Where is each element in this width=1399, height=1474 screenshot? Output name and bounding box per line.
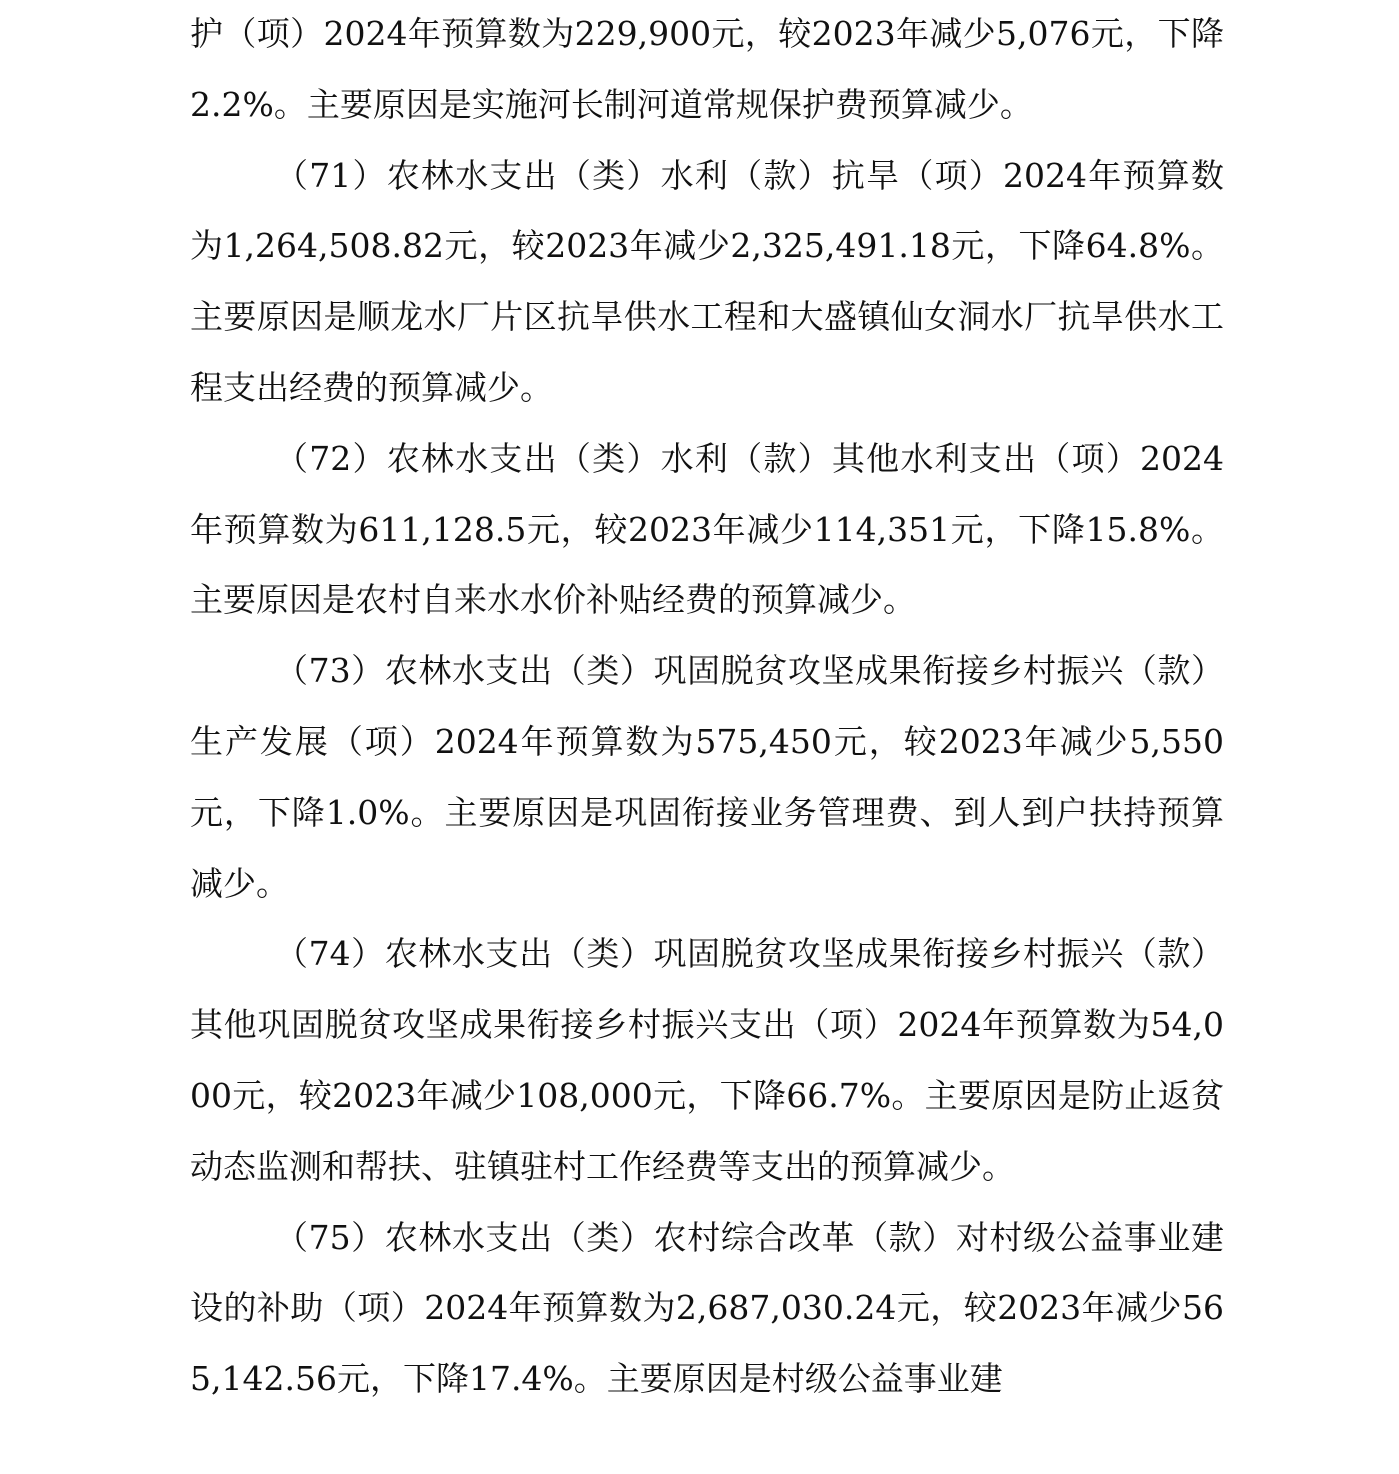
paragraph-70-continued: 护（项）2024年预算数为229,900元，较2023年减少5,076元，下降2.2%。主要原因是实施河长制河道常规保护费预算减少。 <box>190 14 1224 124</box>
document-page <box>190 0 1224 1415</box>
paragraph-73: （73）农林水支出（类）巩固脱贫攻坚成果衔接乡村振兴（款）生产发展（项）2024年预算数为575,450元，较2023年减少5,550元，下降1.0%。主要原因是巩固衔接业务管理费、到人到户扶持预算减少。 <box>190 651 1224 903</box>
paragraph-71: （71）农林水支出（类）水利（款）抗旱（项）2024年预算数为1,264,508.82元，较2023年减少2,325,491.18元，下降64.8%。主要原因是顺龙水厂片区抗旱供水工程和大盛镇仙女洞水厂抗旱供水工程支出经费的预算减少。 <box>190 155 1224 407</box>
paragraph-75: （75）农林水支出（类）农村综合改革（款）对村级公益事业建设的补助（项）2024年预算数为2,687,030.24元，较2023年减少565,142.56元，下降17.4%。主要原因是村级公益事业建 <box>190 1217 1224 1399</box>
paragraph-74: （74）农林水支出（类）巩固脱贫攻坚成果衔接乡村振兴（款）其他巩固脱贫攻坚成果衔接乡村振兴支出（项）2024年预算数为54,000元，较2023年减少108,000元，下降66.7%。主要原因是防止返贫动态监测和帮扶、驻镇驻村工作经费等支出的预算减少。 <box>190 934 1224 1186</box>
paragraph-72: （72）农林水支出（类）水利（款）其他水利支出（项）2024年预算数为611,128.5元，较2023年减少114,351元，下降15.8%。主要原因是农村自来水水价补贴经费的预算减少。 <box>190 438 1224 620</box>
